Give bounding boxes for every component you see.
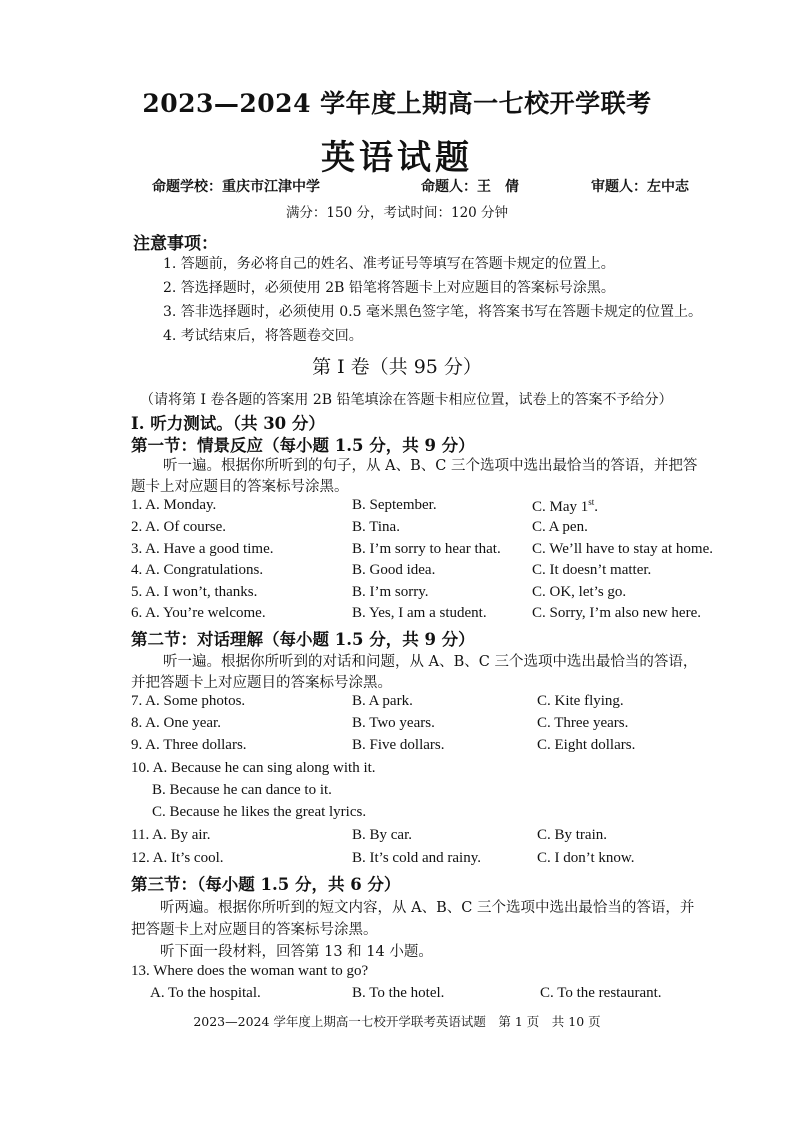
question-option-b: B. Tina. <box>352 519 400 535</box>
question-option-b: B. Two years. <box>352 715 435 731</box>
question-option-c: C. A pen. <box>532 519 588 535</box>
question-author: 命题人：王 倩 <box>421 179 519 195</box>
volume-instruction: （请将第 I 卷各题的答案用 2B 铅笔填涂在答题卡相应位置，试卷上的答案不予给分） <box>140 392 673 408</box>
question-option-c: C. It doesn’t matter. <box>532 562 652 578</box>
question-option-b: B. To the hotel. <box>352 985 445 1001</box>
part-title: I. 听力测试。（共 30 分） <box>131 414 325 433</box>
section-intro: 听两遍。根据你所听到的短文内容，从 A、B、C 三个选项中选出最恰当的答语，并 <box>160 900 695 916</box>
question-option-b: B. I’m sorry. <box>352 584 429 600</box>
question-option-b: B. A park. <box>352 693 413 709</box>
question-option-a: 5. A. I won’t, thanks. <box>131 584 258 600</box>
question-option-a: 1. A. Monday. <box>131 497 217 513</box>
question-stem: 13. Where does the woman want to go? <box>131 963 369 979</box>
question-option-b: B. I’m sorry to hear that. <box>352 541 501 557</box>
question-option-a: 7. A. Some photos. <box>131 693 246 709</box>
volume-title: 第 I 卷（共 95 分） <box>312 356 482 378</box>
question-option-a: 2. A. Of course. <box>131 519 226 535</box>
question-option-c: C. OK, let’s go. <box>532 584 627 600</box>
notice-item: 1. 答题前，务必将自己的姓名、准考证号等填写在答题卡规定的位置上。 <box>163 256 615 272</box>
notice-item: 4. 考试结束后，将答题卷交回。 <box>163 328 363 344</box>
question-option-b: B. It’s cold and rainy. <box>352 850 482 866</box>
section-title: 第三节：（每小题 1.5 分，共 6 分） <box>131 875 401 894</box>
notice-item: 3. 答非选择题时，必须使用 0.5 毫米黑色签字笔，将答案书写在答题卡规定的位置上。 <box>163 304 702 320</box>
question-option-a: 6. A. You’re welcome. <box>131 605 266 621</box>
section-intro: 题卡上对应题目的答案标号涂黑。 <box>131 479 349 495</box>
question-option-c: C. We’ll have to stay at home. <box>532 541 713 557</box>
question-option-a: 11. A. By air. <box>131 827 211 843</box>
question-option-b: B. Because he can dance to it. <box>152 782 332 798</box>
score-and-time: 满分：150 分，考试时间：120 分钟 <box>285 205 509 221</box>
question-option-c: C. Three years. <box>537 715 629 731</box>
question-option-b: B. By car. <box>352 827 412 843</box>
proposing-school: 命题学校：重庆市江津中学 <box>152 179 320 195</box>
section-intro: 并把答题卡上对应题目的答案标号涂黑。 <box>131 675 392 691</box>
question-option-c: C. I don’t know. <box>537 850 635 866</box>
question-option-c: C. Eight dollars. <box>537 737 636 753</box>
section-intro: 听一遍。根据你所听到的对话和问题，从 A、B、C 三个选项中选出最恰当的答语， <box>163 654 698 670</box>
question-option-b: B. Good idea. <box>352 562 436 578</box>
page-footer: 2023—2024 学年度上期高一七校开学联考英语试题 第 1 页 共 10 页 <box>193 1014 601 1029</box>
question-option-a: 10. A. Because he can sing along with it. <box>131 760 376 776</box>
question-option-b: B. September. <box>352 497 437 513</box>
question-option-a: A. To the hospital. <box>150 985 261 1001</box>
question-option-a: 9. A. Three dollars. <box>131 737 247 753</box>
notice-heading: 注意事项： <box>133 234 218 254</box>
section-title: 第二节：对话理解（每小题 1.5 分，共 9 分） <box>131 630 475 649</box>
question-reviewer: 审题人：左中志 <box>591 179 689 195</box>
question-option-a: 3. A. Have a good time. <box>131 541 274 557</box>
subject-title: 英语试题 <box>321 138 473 178</box>
section-title: 第一节：情景反应（每小题 1.5 分，共 9 分） <box>131 436 475 455</box>
question-option-c: C. Because he likes the great lyrics. <box>152 804 367 820</box>
exam-title: 2023—2024 学年度上期高一七校开学联考 <box>142 89 652 118</box>
question-option-c: C. To the restaurant. <box>540 985 662 1001</box>
question-option-a: 4. A. Congratulations. <box>131 562 264 578</box>
question-option-c: C. Kite flying. <box>537 693 624 709</box>
question-option-a: 8. A. One year. <box>131 715 221 731</box>
question-option-c: C. Sorry, I’m also new here. <box>532 605 701 621</box>
section-intro: 听下面一段材料，回答第 13 和 14 小题。 <box>160 944 433 960</box>
notice-item: 2. 答选择题时，必须使用 2B 铅笔将答题卡上对应题目的答案标号涂黑。 <box>163 280 615 296</box>
question-option-b: B. Five dollars. <box>352 737 445 753</box>
section-intro: 把答题卡上对应题目的答案标号涂黑。 <box>131 922 378 938</box>
section-intro: 听一遍。根据你所听到的句子，从 A、B、C 三个选项中选出最恰当的答语，并把答 <box>163 458 698 474</box>
question-option-b: B. Yes, I am a student. <box>352 605 487 621</box>
question-option-c: C. By train. <box>537 827 607 843</box>
question-option-a: 12. A. It’s cool. <box>131 850 224 866</box>
question-option-c: C. May 1st. <box>532 497 599 515</box>
